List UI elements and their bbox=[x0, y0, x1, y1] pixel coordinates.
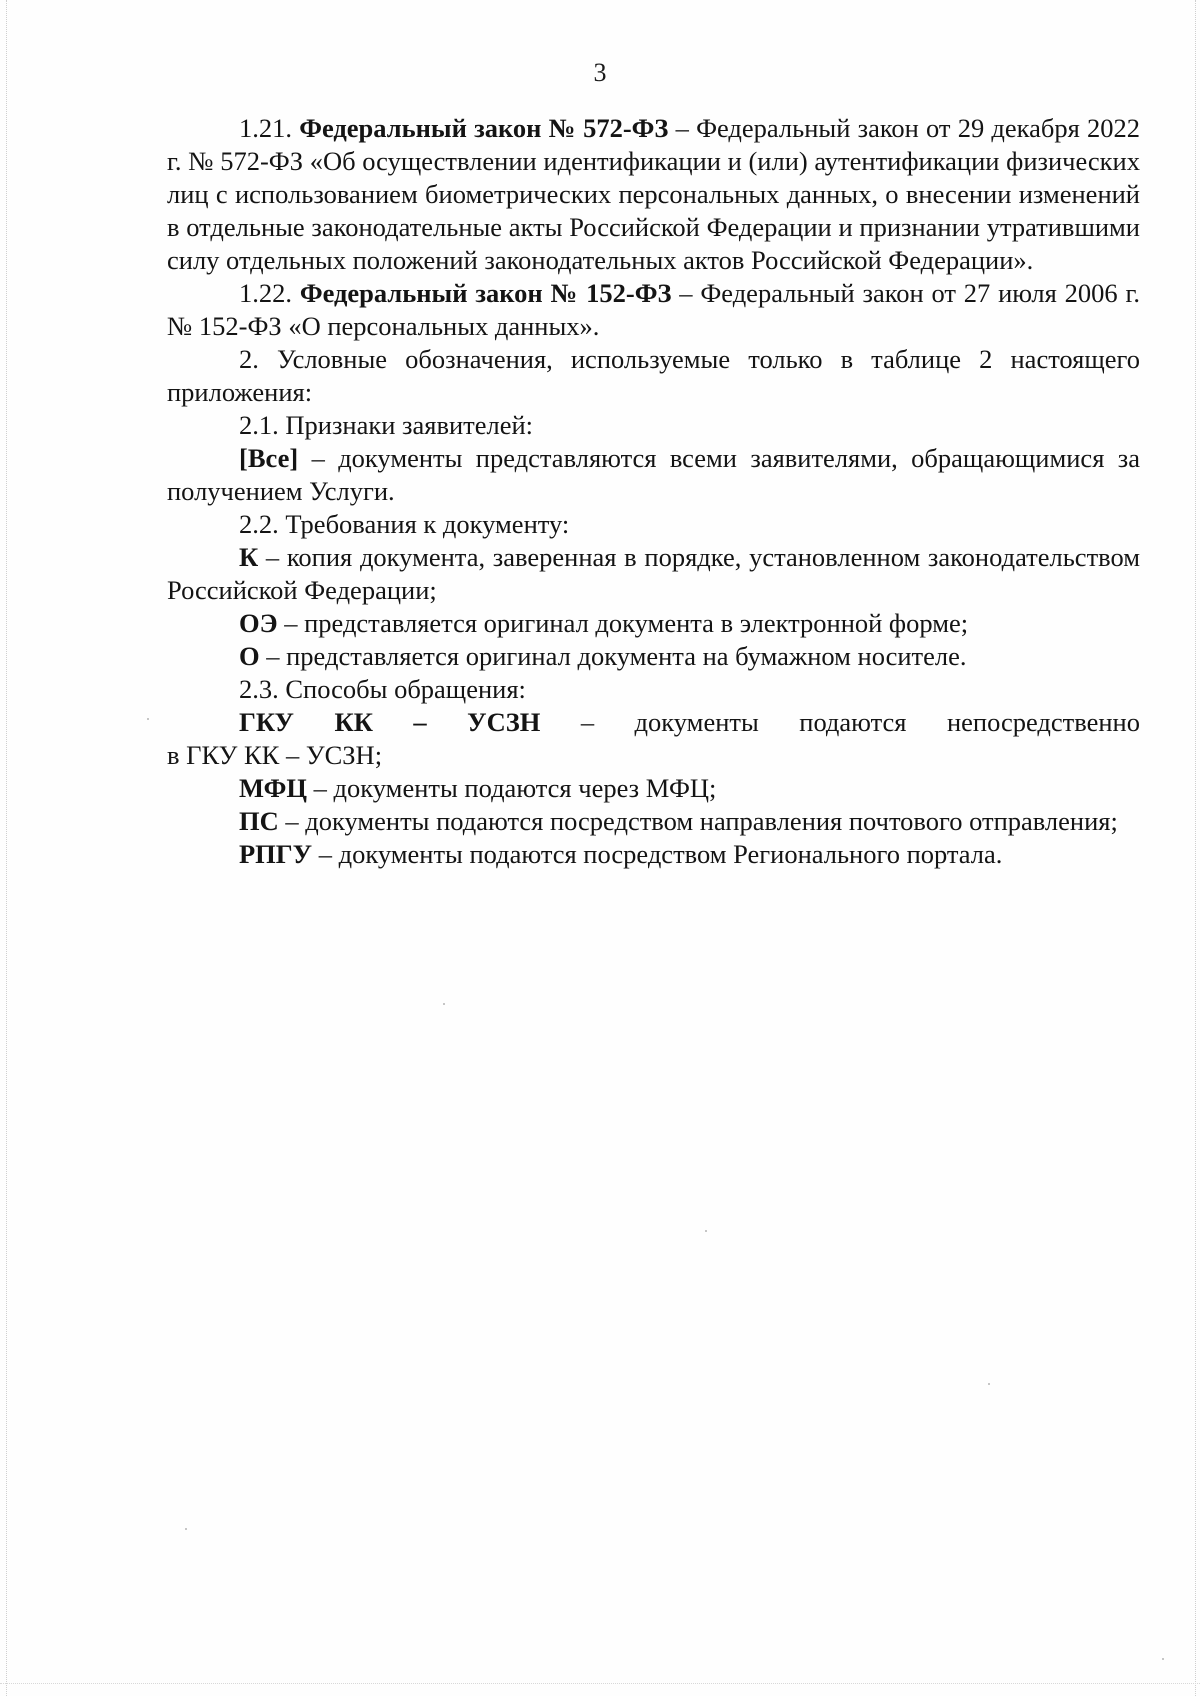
definition-gku-continuation: в ГКУ КК – УСЗН; bbox=[167, 740, 383, 770]
definition-text: – документы подаются посредством направления почтового отправления; bbox=[278, 806, 1118, 836]
term-mfc: МФЦ bbox=[239, 773, 308, 803]
scan-speck bbox=[443, 1003, 445, 1005]
term-law-572: Федеральный закон № 572-ФЗ bbox=[299, 113, 669, 143]
term-kk: КК bbox=[334, 707, 373, 737]
definition-vse bbox=[167, 442, 1140, 508]
page-number: 3 bbox=[593, 58, 607, 87]
term-ps: ПС bbox=[239, 806, 279, 836]
scan-edge-bottom bbox=[0, 1683, 1200, 1684]
definition-text: – копия документа, заверенная в порядке, установленном законодательством Российской Федерации; bbox=[167, 542, 1140, 605]
term-gku: ГКУ bbox=[239, 707, 294, 737]
definition-text: – документы представляются всеми заявителями, обращающимися за получением Услуги. bbox=[167, 443, 1140, 506]
definition-gku-line bbox=[167, 706, 1140, 739]
term-uszn: УСЗН bbox=[467, 707, 541, 737]
definition-text: – Федеральный закон от 27 июля 2006 г. № 152-ФЗ «О персональных данных». bbox=[167, 278, 1140, 341]
scan-edge-right bbox=[1195, 0, 1196, 1696]
scan-speck bbox=[988, 1383, 990, 1385]
definition-oe bbox=[167, 607, 1140, 640]
paragraph-2-2: 2.2. Требования к документу: bbox=[239, 509, 570, 539]
term-vse: [Все] bbox=[239, 443, 299, 473]
definition-dash: – bbox=[580, 707, 595, 737]
definition-text: – представляется оригинал документа на бумажном носителе. bbox=[259, 641, 967, 671]
definition-text: – Федеральный закон от 29 декабря 2022 г. № 572-ФЗ «Об осуществлении идентификации и (или) аутентификации физических лиц с использованием биометрических персональных данных, о внесении изменений в отдельные законодательные акты Российской Федерации и признании утратившими силу отдельных положений законодательных актов Российской Федерации». bbox=[167, 113, 1141, 275]
scan-edge-left bbox=[6, 0, 7, 1696]
definition-o bbox=[167, 640, 1140, 673]
term-o: О bbox=[239, 641, 260, 671]
definition-text: – документы подаются посредством Регионального портала. bbox=[312, 839, 1003, 869]
definition-ps bbox=[167, 805, 1140, 838]
definition-word: подаются bbox=[799, 707, 907, 737]
scan-speck bbox=[147, 718, 149, 720]
definition-text: – документы подаются через МФЦ; bbox=[307, 773, 717, 803]
term-k: К bbox=[239, 542, 259, 572]
term-dash: – bbox=[413, 707, 427, 737]
term-rpgu: РПГУ bbox=[239, 839, 313, 869]
definition-text: – представляется оригинал документа в электронной форме; bbox=[277, 608, 969, 638]
paragraph-2-1: 2.1. Признаки заявителей: bbox=[239, 410, 534, 440]
paragraph-2: 2. Условные обозначения, используемые только в таблице 2 настоящего приложения: bbox=[167, 344, 1140, 407]
paragraph-1-21 bbox=[167, 112, 1140, 277]
scan-speck bbox=[1162, 1658, 1164, 1660]
paragraph-number: 1.21. bbox=[239, 113, 292, 143]
paragraph-number: 1.22. bbox=[239, 278, 292, 308]
paragraph-2-3: 2.3. Способы обращения: bbox=[239, 674, 526, 704]
definition-word: непосредственно bbox=[946, 707, 1140, 737]
term-law-152: Федеральный закон № 152-ФЗ bbox=[299, 278, 672, 308]
scan-speck bbox=[185, 1528, 187, 1530]
definition-word: документы bbox=[634, 707, 759, 737]
paragraph-1-22 bbox=[167, 277, 1140, 343]
document-body bbox=[167, 112, 1140, 871]
definition-mfc bbox=[167, 772, 1140, 805]
definition-k bbox=[167, 541, 1140, 607]
definition-rpgu bbox=[167, 838, 1140, 871]
scan-speck bbox=[705, 1230, 707, 1232]
term-oe: ОЭ bbox=[239, 608, 278, 638]
